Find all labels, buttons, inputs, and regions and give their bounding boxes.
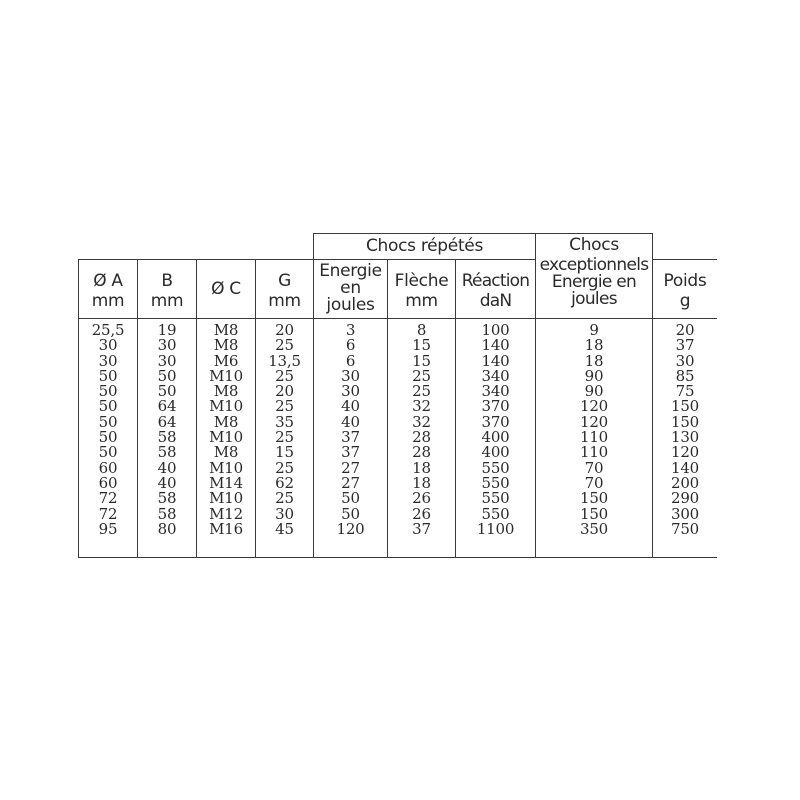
table-cell: 90 [584,382,604,401]
table-cell: 30 [275,504,294,523]
table-cell: M10 [209,397,243,416]
table-cell: 50 [341,489,360,508]
table-cell: 30 [341,366,360,385]
table-cell: 75 [675,382,695,401]
table-cell: 37 [412,519,431,538]
table-cell: 550 [481,504,510,523]
table-cell: 290 [670,489,700,508]
table-cell: 60 [98,473,118,492]
table-cell: 25 [275,366,294,385]
table-cell: M10 [209,428,243,447]
table-cell: 18 [584,336,604,355]
table-cell: M12 [209,504,243,523]
table-cell: 40 [341,397,360,416]
table-cell: M16 [209,519,243,538]
column-g-values [256,323,313,537]
table-cell: M8 [213,336,239,355]
table-cell: 9 [589,321,599,339]
table-cell: 28 [412,443,431,462]
table-cell: 58 [157,504,177,523]
column-reaction-values [456,323,535,537]
table-cell: 72 [98,489,118,508]
group-header-exceptional-label: Chocs [569,235,619,255]
table-cell: 35 [275,412,294,431]
table-cell: 32 [412,397,431,416]
table-cell: M6 [213,351,239,370]
table-cell: 28 [412,428,431,447]
table-cell: 20 [275,382,294,401]
table-cell: 120 [670,443,700,462]
table-cell: 25 [275,397,294,416]
table-cell: 50 [98,366,118,385]
table-cell: 15 [275,443,294,462]
table-cell: 30 [98,336,118,355]
column-energie-values [314,323,387,537]
table-cell: 60 [98,458,118,477]
table-cell: 19 [157,321,177,339]
table-cell: 70 [584,458,604,477]
table-cell: 300 [670,504,700,523]
table-cell: 50 [98,443,118,462]
table-cell: 25 [275,458,294,477]
table-cell: 120 [579,397,609,416]
table-cell: 130 [670,428,700,447]
table-cell: 45 [275,519,294,538]
table-cell: 100 [481,321,510,339]
table-cell: 30 [675,351,695,370]
table-cell: 340 [481,366,510,385]
table-bottom-rule [78,557,717,558]
table-cell: 30 [157,351,177,370]
table-cell: 58 [157,428,177,447]
table-cell: 50 [98,397,118,416]
column-header-c: Ø C [211,279,241,299]
table-cell: 1100 [476,519,515,538]
table-cell: 40 [341,412,360,431]
table-cell: 140 [481,336,510,355]
table-cell: M10 [209,489,243,508]
table-cell: 15 [412,336,431,355]
column-header-b: B mm [150,271,184,311]
column-header-energie: Energie en joules [319,261,382,315]
table-cell: 25 [412,366,431,385]
table-cell: 90 [584,366,604,385]
table-cell: 40 [157,458,177,477]
table-cell: M10 [209,366,243,385]
table-cell: 150 [670,397,700,416]
table-cell: 37 [675,336,695,355]
table-cell: 26 [412,504,431,523]
table-cell: 120 [336,519,365,538]
table-cell: 18 [584,351,604,370]
table-cell: 37 [341,443,360,462]
table-cell: 50 [341,504,360,523]
table-cell: 370 [481,412,510,431]
header-top-rule-right [652,259,717,260]
column-header-poids: Poids g [663,271,707,311]
table-cell: 20 [675,321,695,339]
table-cell: M8 [213,443,239,462]
table-cell: 32 [412,412,431,431]
table-cell: M8 [213,382,239,401]
column-header-reaction: Réaction daN [461,271,530,311]
table-cell: 110 [579,428,609,447]
table-cell: 13,5 [268,351,301,370]
table-cell: 50 [98,382,118,401]
table-cell: 140 [670,458,700,477]
column-a-values [79,323,137,537]
table-cell: 40 [157,473,177,492]
table-cell: 370 [481,397,510,416]
table-cell: M8 [213,321,239,339]
column-exceptional-values [536,323,652,537]
table-cell: 37 [341,428,360,447]
table-cell: 30 [157,336,177,355]
table-cell: 62 [275,473,294,492]
table-cell: 6 [345,351,356,370]
header-bottom-rule [78,318,717,319]
table-cell: 50 [157,366,177,385]
table-cell: 25,5 [91,321,125,339]
column-c-values [197,323,255,537]
column-b-values [138,323,196,537]
table-cell: 25 [275,428,294,447]
table-cell: 150 [579,489,609,508]
table-cell: 80 [157,519,177,538]
table-cell: M14 [209,473,243,492]
column-poids-values [653,323,717,537]
table-cell: 50 [98,412,118,431]
table-cell: 150 [579,504,609,523]
column-fleche-values [388,323,455,537]
table-cell: 25 [275,489,294,508]
table-cell: 85 [675,366,695,385]
table-cell: 18 [412,473,431,492]
table-cell: 350 [579,519,609,538]
table-cell: M8 [213,412,239,431]
table-cell: 30 [98,351,118,370]
table-cell: 8 [416,321,427,339]
table-cell: 110 [579,443,609,462]
table-cell: 27 [341,473,360,492]
table-cell: 58 [157,489,177,508]
table-cell: 58 [157,443,177,462]
table-cell: 15 [412,351,431,370]
table-cell: M10 [209,458,243,477]
table-cell: 550 [481,473,510,492]
table-cell: 30 [341,382,360,401]
table-cell: 400 [481,443,510,462]
table-cell: 72 [98,504,118,523]
table-cell: 3 [345,321,356,339]
table-cell: 50 [157,382,177,401]
table-cell: 6 [345,336,356,355]
table-cell: 18 [412,458,431,477]
column-header-fleche: Flèche mm [394,271,449,311]
table-cell: 64 [157,397,177,416]
table-cell: 150 [670,412,700,431]
table-cell: 95 [98,519,118,538]
table-cell: 25 [275,336,294,355]
table-cell: 120 [579,412,609,431]
table-cell: 20 [275,321,294,339]
group-header-repeated-label: Chocs répétés [365,236,484,256]
group-header-repeated-shocks [314,238,535,255]
table-cell: 550 [481,458,510,477]
table-cell: 400 [481,428,510,447]
table-cell: 50 [98,428,118,447]
table-cell: 550 [481,489,510,508]
column-header-a: Ø A mm [91,271,125,311]
table-cell: 70 [584,473,604,492]
table-cell: 200 [670,473,700,492]
column-header-exceptional-energy: exceptionnels Energie en joules [539,255,649,309]
group-header-top-rule [313,233,652,234]
subheader-top-rule-repeated [313,259,535,260]
column-header-g: G mm [268,271,301,311]
table-cell: 64 [157,412,177,431]
table-cell: 140 [481,351,510,370]
table-cell: 750 [670,519,700,538]
group-header-exceptional-shocks [536,237,652,254]
table-cell: 340 [481,382,510,401]
table-cell: 27 [341,458,360,477]
table-cell: 25 [412,382,431,401]
table-cell: 26 [412,489,431,508]
